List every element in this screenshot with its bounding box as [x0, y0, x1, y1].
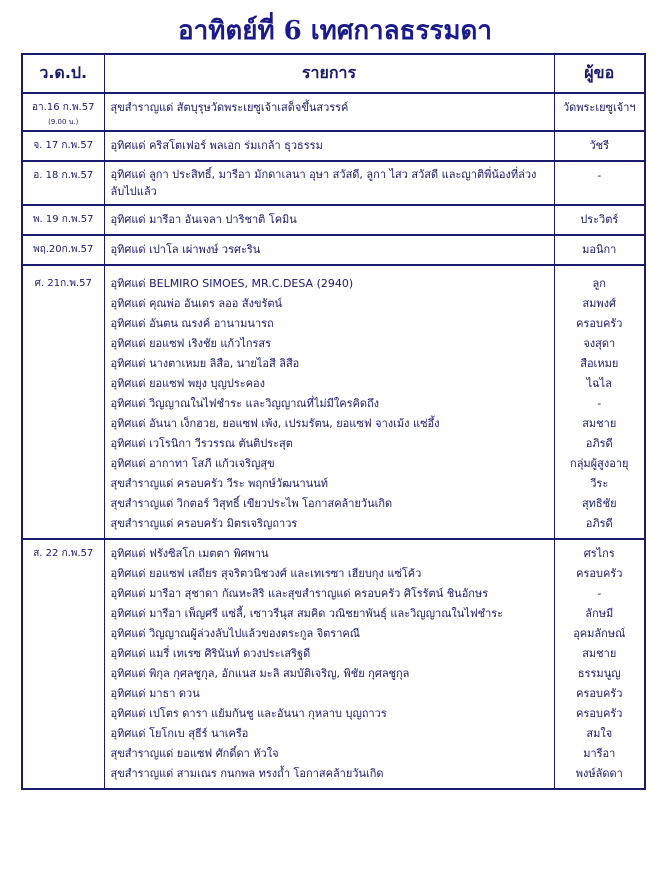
requester-cell	[554, 235, 645, 260]
requester-cell	[554, 205, 645, 230]
item-cell	[104, 235, 554, 260]
divider-cell	[104, 784, 554, 789]
requester-name: อภิรดี	[585, 437, 613, 450]
requester-name: ลักษมี	[585, 607, 614, 620]
table-row	[22, 93, 645, 126]
table-row	[22, 235, 645, 260]
intention-text: อุทิศแด่ แมรี่ เทเรซ ศิรินันท์ ดวงประเสริฐดี	[110, 647, 311, 660]
requester-name: จงสุดา	[583, 337, 616, 350]
intention-text: อุทิศแด่ ฟรังซิสโก เมตตา พิศพาน	[110, 547, 269, 560]
intention-text: อุทิศแด่ มาธา ดวน	[110, 687, 200, 700]
divider-cell	[554, 784, 645, 789]
intention-text: อุทิศแด่ เวโรนิกา วีรวรรณ ตันติประสุต	[110, 437, 293, 450]
table-body	[22, 93, 645, 789]
intention-text: อุทิศแด่ BELMIRO SIMOES, MR.C.DESA (2940)	[110, 277, 354, 290]
date-cell	[22, 131, 104, 156]
intention-text: อุทิศแด่ โยโกเบ สุธีร์ นาเครือ	[110, 727, 249, 740]
time-note: (9.00 น.)	[48, 118, 79, 126]
requester-name: ศรไกร	[583, 547, 615, 560]
intention-text: อุทิศแด่ อันนา เง็กฮวย, ยอแซฟ เพ้ง, เปรมรัตน, ยอแซฟ จางเม้ง แซ่อึ้ง	[110, 417, 440, 430]
intention-text: อุทิศแด่ คุณพ่อ อันเดร ลออ สังขรัตน์	[110, 297, 283, 310]
table-row	[22, 539, 645, 784]
header-date: ว.ด.ป.	[22, 54, 104, 93]
requester-name: -	[597, 397, 602, 410]
date-text: พ. 19 ก.พ.57	[32, 214, 94, 225]
table-row	[22, 205, 645, 230]
intention-text: อุทิศแด่ อากาทา โสภี แก้วเจริญสุข	[110, 457, 275, 470]
row-divider	[22, 784, 645, 789]
requester-name: -	[597, 169, 602, 182]
item-cell	[104, 539, 554, 784]
requester-cell	[554, 161, 645, 200]
intention-text: อุทิศแด่ เปาโล เผ่าพงษ์ วรศะริน	[110, 243, 261, 256]
requester-name: อภิรดี	[585, 517, 613, 530]
date-text: อ. 18 ก.พ.57	[33, 170, 94, 181]
requester-cell	[554, 93, 645, 126]
intention-text: อุทิศแด่ พิกุล กุศลชูกุล, อักแนส มะลิ สมบัติเจริญ, พิชัย กุศลชูกุล	[110, 667, 410, 680]
requester-name: สมใจ	[586, 727, 613, 740]
table-row	[22, 131, 645, 156]
requester-name: สือเหมย	[580, 357, 619, 370]
item-cell	[104, 161, 554, 200]
requester-name: พงษ์ลัดดา	[575, 767, 623, 780]
requester-name: สมชาย	[582, 647, 617, 660]
intention-text: อุทิศแด่ อันตน ณรงค์ อานามนารถ	[110, 317, 274, 330]
intention-text: อุทิศแด่ ลูกา ประสิทธิ์, มารีอา มักดาเลนา อุษา สวัสดี, ลูกา ไสว สวัสดี และญาติพี่น้องที่ล่วงลับไปแล้ว	[110, 168, 537, 198]
date-cell	[22, 205, 104, 230]
item-cell	[104, 205, 554, 230]
divider-cell	[22, 784, 104, 789]
requester-name: มอนิกา	[582, 243, 617, 256]
item-cell	[104, 131, 554, 156]
requester-name: กลุ่มผู้สูงอายุ	[570, 457, 629, 470]
date-text: อา.16 ก.พ.57	[32, 102, 95, 113]
intention-text: อุทิศแด่ มารีอา เพ็ญศรี แซ่ลี้, เซาวรีนุส สมคิด วณิชยาพันธุ์ และวิญญาณในไฟชำระ	[110, 607, 504, 620]
date-cell	[22, 161, 104, 200]
table-row	[22, 161, 645, 200]
intention-text: สุขสำราญแด่ สามเณร กนกพล ทรงถ้ำ โอกาสคล้ายวันเกิด	[110, 767, 384, 780]
intention-text: สุขสำราญแด่ ยอแซฟ ศักดิ์ดา หัวใจ	[110, 747, 279, 760]
date-cell	[22, 265, 104, 534]
requester-name: ครอบครัว	[576, 567, 623, 580]
intention-text: อุทิศแด่ ยอแซฟ เสถียร สุจริตวนิชวงศ์ และเทเรซา เฮียบกุง แซ่โค้ว	[110, 567, 422, 580]
requester-name: วัชรี	[589, 139, 610, 152]
intention-text: อุทิศแด่ เปโตร ดารา แย้มกันชู และอันนา กุหลาบ บุญถาวร	[110, 707, 387, 720]
intention-text: สุขสำราญแด่ ครอบครัว มิตรเจริญถาวร	[110, 517, 298, 530]
date-text: พฤ.20ก.พ.57	[33, 244, 94, 255]
requester-name: มารีอา	[583, 747, 616, 760]
requester-name: ลูก	[592, 277, 606, 290]
intention-text: อุทิศแด่ นางตาเหมย ลิสือ, นายไอสี ลิสือ	[110, 357, 300, 370]
date-cell	[22, 93, 104, 126]
requester-name: ครอบครัว	[576, 687, 623, 700]
requester-name: วัดพระเยซูเจ้าฯ	[562, 101, 636, 114]
requester-name: ครอบครัว	[576, 707, 623, 720]
intention-text: อุทิศแด่ วิญญาณผู้ล่วงลับไปแล้วของตระกูล จิตราคณี	[110, 627, 360, 640]
page-title: อาทิตย์ที่ 6 เทศกาลธรรมดา	[177, 16, 493, 46]
requester-name: ธรรมนูญ	[577, 667, 621, 680]
header-item: รายการ	[104, 54, 554, 93]
header-requester: ผู้ขอ	[554, 54, 645, 93]
requester-name: สุทธิชัย	[581, 497, 617, 510]
intention-text: สุขสำราญแด่ สัตบุรุษวัดพระเยซูเจ้าเสด็จขึ้นสวรรค์	[110, 101, 349, 114]
table-row	[22, 265, 645, 534]
requester-name: -	[597, 587, 602, 600]
table-header-row	[22, 54, 645, 93]
requester-name: สมพงศ์	[582, 297, 617, 310]
requester-name: วีระ	[590, 477, 609, 490]
item-cell	[104, 265, 554, 534]
intention-text: อุทิศแด่ ยอแซฟ เริงชัย แก้วไกรสร	[110, 337, 272, 350]
requester-name: ครอบครัว	[576, 317, 623, 330]
date-cell	[22, 235, 104, 260]
intention-text: อุทิศแด่ ยอแซฟ พยุง บุญประคอง	[110, 377, 266, 390]
date-text: ศ. 21ก.พ.57	[34, 278, 92, 289]
date-text: ส. 22 ก.พ.57	[33, 548, 94, 559]
intention-text: สุขสำราญแด่ ครอบครัว วีระ พฤกษ์วัฒนานนท์	[110, 477, 329, 490]
requester-cell	[554, 131, 645, 156]
intention-text: สุขสำราญแด่ วิกตอร์ วิสุทธิ์ เขียวประไพ โอกาสคล้ายวันเกิด	[110, 497, 393, 510]
mass-intention-table	[21, 53, 646, 790]
requester-name: อุคมลักษณ์	[573, 627, 626, 640]
requester-name: ไฉไล	[586, 377, 612, 390]
intention-text: อุทิศแด่ วิญญาณในไฟชำระ และวิญญาณที่ไม่มีใครคิดถึง	[110, 397, 380, 410]
intention-text: อุทิศแด่ มารีอา อันเจลา ปาริชาติ โคมิน	[110, 213, 297, 226]
requester-name: ประวิตร์	[580, 213, 619, 226]
requester-cell	[554, 265, 645, 534]
date-text: จ. 17 ก.พ.57	[33, 140, 94, 151]
intention-text: อุทิศแด่ คริสโตเฟอร์ พลเอก ร่มเกล้า ธุวธรรม	[110, 139, 323, 152]
requester-cell	[554, 539, 645, 784]
date-cell	[22, 539, 104, 784]
requester-name: สมชาย	[582, 417, 617, 430]
item-cell	[104, 93, 554, 126]
intention-text: อุทิศแด่ มารีอา สุชาดา กัณหะสิริ และสุขสำราญแด่ ครอบครัว ศิโรรัตน์ ชินอักษร	[110, 587, 489, 600]
